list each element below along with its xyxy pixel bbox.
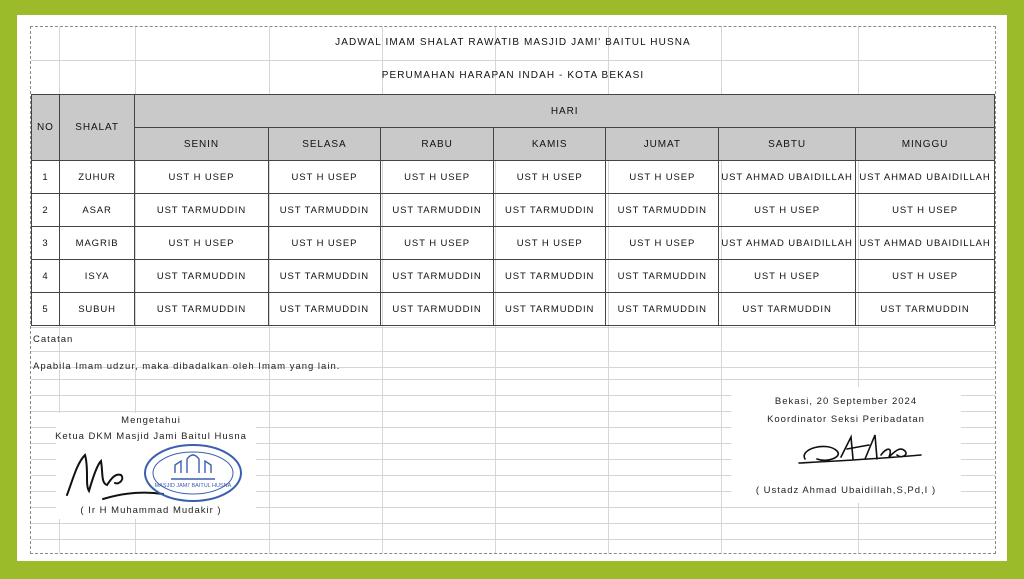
imam-cell: UST TARMUDDIN xyxy=(268,194,381,227)
imam-cell: UST TARMUDDIN xyxy=(493,260,606,293)
signature-left-role: Ketua DKM Masjid Jami Baitul Husna xyxy=(55,431,247,442)
imam-cell: UST AHMAD UBAIDILLAH xyxy=(719,227,856,260)
signature-right-name: ( Ustadz Ahmad Ubaidillah,S,Pd,I ) xyxy=(755,485,937,496)
imam-cell: UST TARMUDDIN xyxy=(381,260,494,293)
imam-cell: UST TARMUDDIN xyxy=(268,260,381,293)
stamp-text: MASJID JAMI' BAITUL HUSNA xyxy=(154,483,232,489)
notes-label: Catatan xyxy=(33,334,74,345)
imam-cell: UST H USEP xyxy=(719,194,856,227)
header-day: SABTU xyxy=(719,128,856,161)
imam-cell: UST TARMUDDIN xyxy=(606,260,719,293)
imam-cell: UST H USEP xyxy=(135,227,268,260)
table-row xyxy=(32,227,995,260)
row-shalat: ISYA xyxy=(59,260,134,293)
row-shalat: SUBUH xyxy=(59,293,134,326)
schedule-table xyxy=(31,94,995,326)
header-day: SELASA xyxy=(268,128,381,161)
table-row xyxy=(32,260,995,293)
imam-cell: UST H USEP xyxy=(268,227,381,260)
handwritten-signature-right xyxy=(797,425,927,469)
signature-left-name: ( Ir H Muhammad Mudakir ) xyxy=(80,505,222,516)
imam-cell: UST TARMUDDIN xyxy=(606,194,719,227)
imam-cell: UST H USEP xyxy=(135,161,268,194)
imam-cell: UST TARMUDDIN xyxy=(381,293,494,326)
table-row xyxy=(32,161,995,194)
imam-cell: UST H USEP xyxy=(719,260,856,293)
mosque-stamp xyxy=(145,445,241,501)
row-shalat: MAGRIB xyxy=(59,227,134,260)
imam-cell: UST H USEP xyxy=(493,161,606,194)
header-day: SENIN xyxy=(135,128,268,161)
imam-cell: UST AHMAD UBAIDILLAH xyxy=(856,227,995,260)
document-subtitle: PERUMAHAN HARAPAN INDAH - KOTA BEKASI xyxy=(381,70,645,81)
row-number: 1 xyxy=(32,161,60,194)
imam-cell: UST TARMUDDIN xyxy=(135,194,268,227)
header-day: RABU xyxy=(381,128,494,161)
imam-cell: UST H USEP xyxy=(606,227,719,260)
document-title: JADWAL IMAM SHALAT RAWATIB MASJID JAMI' BAITUL HUSNA xyxy=(335,37,691,48)
row-number: 5 xyxy=(32,293,60,326)
signature-and-stamp-image xyxy=(63,439,253,509)
table-row xyxy=(32,194,995,227)
signature-left-caption: Mengetahui xyxy=(121,415,181,426)
row-number: 4 xyxy=(32,260,60,293)
imam-cell: UST TARMUDDIN xyxy=(493,293,606,326)
imam-cell: UST H USEP xyxy=(856,194,995,227)
imam-cell: UST H USEP xyxy=(381,161,494,194)
imam-cell: UST TARMUDDIN xyxy=(268,293,381,326)
imam-cell: UST TARMUDDIN xyxy=(719,293,856,326)
spreadsheet-area xyxy=(30,26,996,554)
header-day: MINGGU xyxy=(856,128,995,161)
row-number: 2 xyxy=(32,194,60,227)
imam-cell: UST TARMUDDIN xyxy=(493,194,606,227)
signature-right-date: Bekasi, 20 September 2024 xyxy=(774,396,918,407)
imam-cell: UST TARMUDDIN xyxy=(381,194,494,227)
header-hari: HARI xyxy=(135,95,995,128)
signature-right-role: Koordinator Seksi Peribadatan xyxy=(767,414,925,425)
header-day: JUMAT xyxy=(606,128,719,161)
document-page xyxy=(17,15,1007,561)
imam-cell: UST TARMUDDIN xyxy=(135,293,268,326)
imam-cell: UST H USEP xyxy=(606,161,719,194)
header-day: KAMIS xyxy=(493,128,606,161)
imam-cell: UST H USEP xyxy=(268,161,381,194)
imam-cell: UST TARMUDDIN xyxy=(135,260,268,293)
imam-cell: UST H USEP xyxy=(493,227,606,260)
imam-cell: UST H USEP xyxy=(381,227,494,260)
table-row xyxy=(32,293,995,326)
imam-cell: UST H USEP xyxy=(856,260,995,293)
header-no: NO xyxy=(32,95,60,161)
row-shalat: ZUHUR xyxy=(59,161,134,194)
imam-cell: UST AHMAD UBAIDILLAH xyxy=(719,161,856,194)
notes-text: Apabila Imam udzur, maka dibadalkan oleh Imam yang lain. xyxy=(33,361,341,372)
imam-cell: UST AHMAD UBAIDILLAH xyxy=(856,161,995,194)
header-shalat: SHALAT xyxy=(59,95,134,161)
imam-cell: UST TARMUDDIN xyxy=(606,293,719,326)
imam-cell: UST TARMUDDIN xyxy=(856,293,995,326)
row-shalat: ASAR xyxy=(59,194,134,227)
row-number: 3 xyxy=(32,227,60,260)
